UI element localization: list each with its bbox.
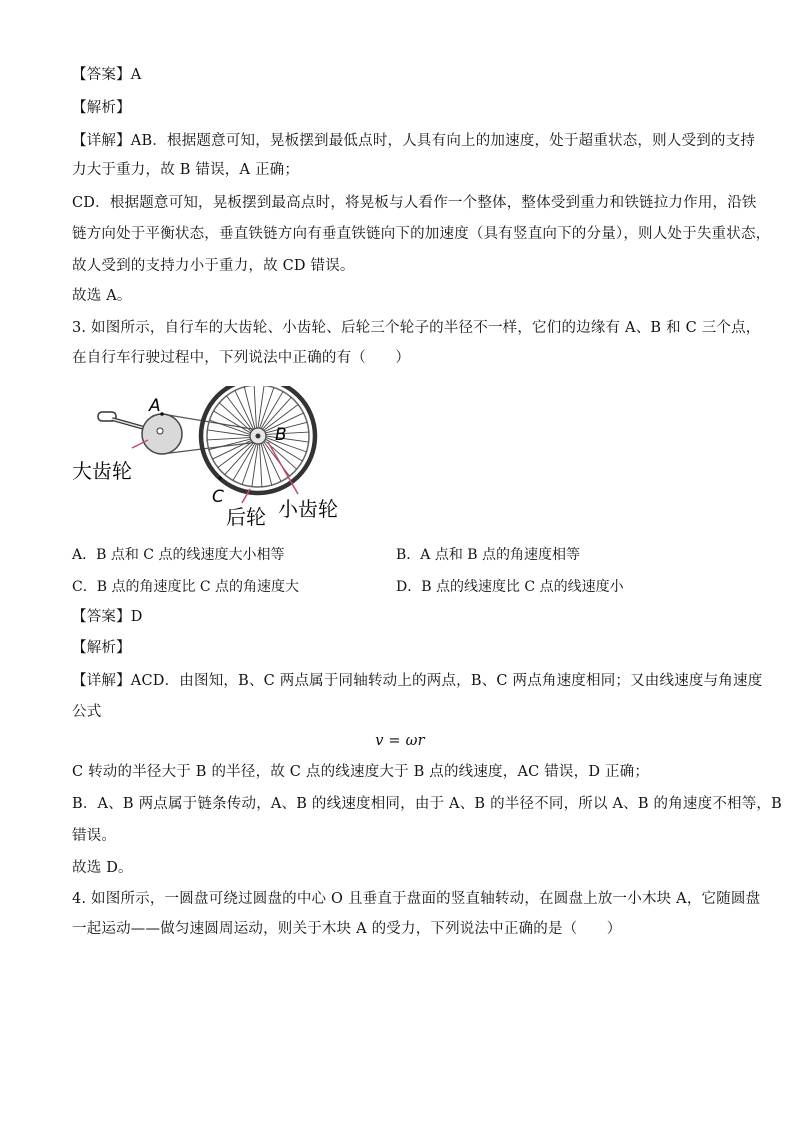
q2-detail-line-1: 【详解】AB．根据题意可知，晃板摆到最低点时，人具有向上的加速度，处于超重状态，则人受到的支持	[72, 133, 756, 149]
spoke	[260, 444, 262, 487]
spoke	[213, 440, 252, 459]
q3-answer: 【答案】D	[72, 609, 143, 625]
spoke	[207, 430, 250, 436]
spoke	[235, 391, 254, 430]
q3-detail-line-4: B．A、B 两点属于链条传动，A、B 的线速度相同，由于 A、B 的半径不同，所以 A、B 的角速度不相等，B	[72, 796, 782, 812]
label-rear-wheel: 后轮	[226, 505, 266, 529]
spoke	[252, 444, 258, 487]
spoke	[207, 438, 250, 440]
spoke	[242, 444, 256, 485]
q3-option-c: C．B 点的角速度比 C 点的角速度大	[72, 579, 300, 595]
q3-stem-line-2: 在自行车行驶过程中，下列说法中正确的有（ ）	[72, 350, 411, 366]
q3-conclusion: 故选 D。	[72, 860, 133, 876]
label-B: B	[275, 425, 287, 445]
q2-analysis-label: 【解析】	[72, 100, 131, 116]
spoke	[254, 386, 256, 428]
q2-detail-line-5: 故人受到的支持力小于重力，故 CD 错误。	[72, 258, 355, 274]
q4-stem-line-2: 一起运动——做匀速圆周运动，则关于木块 A 的受力，下列说法中正确的是（ ）	[72, 921, 622, 937]
q2-answer: 【答案】A	[72, 67, 142, 83]
q2-detail-line-4: 链方向处于平衡状态，垂直铁链方向有垂直铁链向下的加速度（具有竖直向下的分量），则人处于失重状态，	[72, 226, 771, 242]
label-big-gear: 大齿轮	[72, 459, 132, 483]
label-small-gear: 小齿轮	[278, 497, 338, 521]
q2-detail-line-3: CD．根据题意可知，晃板摆到最高点时，将晃板与人看作一个整体，整体受到重力和铁链拉力作用，沿铁	[72, 195, 757, 211]
q3-option-d: D．B 点的线速度比 C 点的线速度小	[396, 579, 624, 595]
q2-conclusion: 故选 A。	[72, 288, 132, 304]
label-A: A	[149, 396, 161, 416]
q3-detail-line-2: 公式	[72, 704, 102, 720]
big-gear	[142, 414, 182, 454]
q3-detail-line-5: 错误。	[72, 828, 117, 844]
q2-detail-line-2: 力大于重力，故 B 错误，A 正确；	[72, 162, 300, 178]
q3-analysis-label: 【解析】	[72, 640, 131, 656]
spoke	[266, 436, 309, 442]
bicycle-gear-figure	[72, 386, 362, 536]
spoke	[258, 386, 264, 428]
q3-formula: v = ωr	[375, 733, 425, 749]
q3-detail-line-1: 【详解】ACD．由图知，B、C 两点属于同轴转动上的两点，B、C 两点角速度相同；又由线速度与角速度	[72, 673, 763, 689]
q3-option-a: A．B 点和 C 点的线速度大小相等	[72, 547, 285, 563]
spoke	[260, 388, 274, 429]
q3-stem-line-1: 3. 如图所示，自行车的大齿轮、小齿轮、后轮三个轮子的半径不一样，它们的边缘有 A、B 和 C 三个点，	[72, 320, 761, 336]
q3-option-b: B．A 点和 B 点的角速度相等	[396, 547, 581, 563]
q4-stem-line-1: 4. 如图所示，一圆盘可绕过圆盘的中心 O 且垂直于盘面的竖直轴转动，在圆盘上放一小木块 A，它随圆盘	[72, 891, 761, 907]
label-C: C	[212, 487, 224, 507]
q3-detail-line-3: C 转动的半径大于 B 的半径，故 C 点的线速度大于 B 点的线速度，AC 错误，D 正确；	[72, 764, 650, 780]
spoke	[266, 432, 309, 434]
